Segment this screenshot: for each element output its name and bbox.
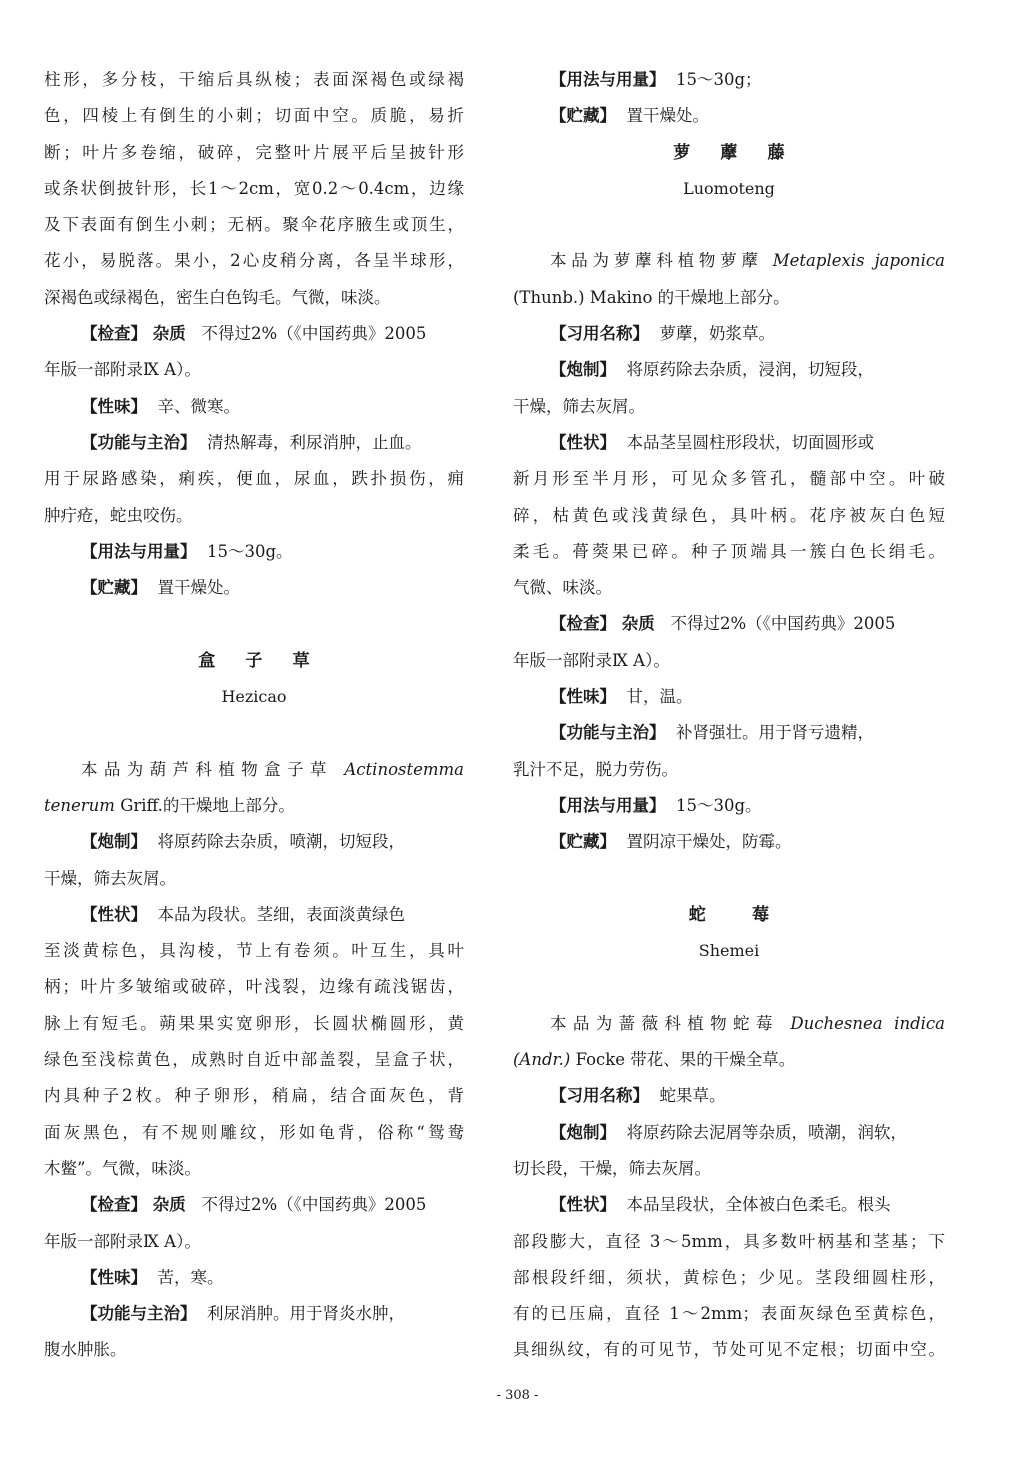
text-line: 气微、味淡。 — [513, 578, 612, 598]
section-description — [513, 425, 945, 461]
section-taste — [513, 679, 945, 715]
section-label: 【用法与用量】 — [550, 70, 666, 89]
section-check — [44, 1187, 464, 1223]
section-storage — [44, 570, 464, 606]
page-number: - 308 - — [496, 1388, 539, 1403]
section-label: 【习用名称】 — [550, 324, 649, 344]
section-label: 【炮制】 — [550, 360, 616, 380]
section-label: 【检查】 杂质 — [550, 614, 655, 634]
text-line: 部根段纤细，须状，黄棕色；少见。茎段细圆柱形， — [513, 1267, 945, 1287]
section-function — [44, 425, 464, 461]
section-label: 【性状】 — [550, 432, 616, 452]
section-text: 清热解毒，利尿消肿，止血。 — [207, 432, 422, 452]
section-dosage — [44, 534, 464, 570]
text-line: 肿疔疮，蛇虫咬伤。 — [44, 505, 193, 525]
text-line: 柄；叶片多皱缩或破碎，叶浅裂，边缘有疏浅锯齿， — [44, 977, 464, 997]
text-line: 干燥，筛去灰屑。 — [44, 868, 176, 888]
section-text: 不得过2%（《中国药典》2005 — [201, 1195, 427, 1215]
text-line: 面灰黑色，有不规则雕纹，形如龟背，俗称“鸳鸯 — [44, 1122, 464, 1142]
entry-title-shemei: 蛇 莓 — [688, 904, 770, 925]
text-line: 柱形，多分枝，干缩后具纵棱；表面深褐色或绿褐 — [44, 70, 464, 89]
section-label: 【用法与用量】 — [550, 795, 666, 815]
section-label: 【性味】 — [81, 1267, 147, 1287]
section-check — [44, 316, 464, 352]
text-line: 柔毛。蓇葖果已碎。种子顶端具一簇白色长绢毛。 — [513, 541, 945, 561]
section-taste — [44, 389, 464, 425]
left-column — [44, 62, 464, 1369]
section-text: 将原药除去杂质，喷潮，切短段， — [157, 832, 405, 852]
section-text: 置干燥处。 — [157, 578, 240, 598]
section-label: 【检查】 杂质 — [81, 1195, 186, 1215]
section-label: 【贮藏】 — [550, 106, 616, 126]
text-line: 腹水肿胀。 — [44, 1340, 127, 1360]
section-text: 蛇果草。 — [659, 1086, 726, 1106]
text-line: 干燥，筛去灰屑。 — [513, 396, 645, 416]
text-line: 本品为蔷薇科植物蛇莓 Duchesnea indica — [550, 1013, 945, 1033]
latin-name: (Andr.) — [513, 1050, 571, 1070]
latin-name: Duchesnea indica — [790, 1013, 945, 1033]
section-common-names — [513, 316, 945, 352]
section-processing — [513, 352, 945, 388]
text-line: 有的已压扁，直径 1～2mm；表面灰绿色至黄棕色， — [513, 1304, 945, 1324]
section-label: 【性味】 — [81, 396, 147, 416]
text-line: 切长段，干燥，筛去灰屑。 — [513, 1158, 711, 1178]
text-line: 新月形至半月形，可见众多管孔，髓部中空。叶破 — [513, 469, 945, 489]
section-taste — [44, 1260, 464, 1296]
text-line: 年版一部附录Ⅸ A）。 — [44, 1231, 201, 1251]
section-processing — [44, 824, 464, 860]
section-label: 【检查】 杂质 — [81, 324, 186, 344]
section-dosage — [513, 788, 945, 824]
section-label: 【贮藏】 — [550, 832, 616, 852]
entry-title-hezicao: 盒 子 草 — [198, 650, 310, 671]
latin-name: Metaplexis japonica — [772, 251, 945, 271]
section-text: 将原药除去泥屑等杂质，喷潮，润软， — [626, 1122, 907, 1142]
section-label: 【性状】 — [550, 1195, 616, 1215]
section-storage — [513, 98, 945, 134]
section-text: 本品茎呈圆柱形段状，切面圆形或 — [626, 432, 874, 452]
section-label: 【功能与主治】 — [81, 432, 197, 452]
text-line: 用于尿路感染，痢疾，便血，尿血，跌扑损伤，痈 — [44, 469, 464, 489]
section-text: 辛、微寒。 — [157, 396, 240, 416]
section-text: 萝藦，奶浆草。 — [659, 324, 775, 344]
latin-name: Actinostemma — [344, 759, 465, 779]
section-text: 置干燥处。 — [626, 106, 709, 126]
text-line: 或条状倒披针形，长1～2cm，宽0.2～0.4cm，边缘 — [44, 178, 464, 198]
section-dosage — [513, 62, 945, 98]
latin-name: tenerum — [44, 795, 115, 815]
section-text: 本品呈段状，全体被白色柔毛。根头 — [626, 1195, 891, 1215]
text-line: 碎，枯黄色或浅黄绿色，具叶柄。花序被灰白色短 — [513, 505, 945, 525]
section-text: 补肾强壮。用于肾亏遗精， — [676, 723, 874, 743]
section-text: 不得过2%（《中国药典》2005 — [670, 614, 896, 634]
text-line: 具细纵纹，有的可见节，节处可见不定根；切面中空。 — [513, 1340, 945, 1360]
entry-pinyin: Luomoteng — [683, 178, 775, 198]
entry-pinyin: Shemei — [698, 941, 760, 961]
text-line: 乳汁不足，脱力劳伤。 — [513, 759, 678, 779]
section-check — [513, 606, 945, 642]
section-label: 【习用名称】 — [550, 1086, 649, 1106]
section-label: 【贮藏】 — [81, 578, 147, 598]
section-function — [44, 1296, 464, 1332]
section-description — [44, 897, 464, 933]
text-line: 本品为葫芦科植物盒子草 Actinostemma — [81, 759, 465, 779]
section-text: 置阴凉干燥处，防霉。 — [626, 832, 792, 852]
section-description — [513, 1187, 945, 1223]
text-line: 年版一部附录Ⅸ A）。 — [44, 360, 201, 380]
entry-pinyin: Hezicao — [221, 687, 287, 707]
section-text: 苦，寒。 — [157, 1267, 224, 1287]
text-line: 及下表面有倒生小刺；无柄。聚伞花序腋生或顶生， — [44, 215, 464, 235]
section-text: 15～30g。 — [676, 795, 762, 815]
section-label: 【功能与主治】 — [550, 723, 666, 743]
section-text: 15～30g； — [676, 70, 762, 89]
section-function — [513, 715, 945, 751]
section-text: 利尿消肿。用于肾炎水肿， — [207, 1304, 405, 1324]
text-line: 花小，易脱落。果小，2心皮稍分离，各呈半球形， — [44, 251, 464, 271]
section-text: 甘，温。 — [626, 687, 693, 707]
text-line: 内具种子2枚。种子卵形，稍扁，结合面灰色，背 — [44, 1086, 464, 1106]
section-text: 15～30g。 — [207, 541, 293, 561]
text-line: 绿色至浅棕黄色，成熟时自近中部盖裂，呈盒子状， — [44, 1050, 464, 1070]
text-line: 年版一部附录Ⅸ A）。 — [513, 650, 670, 670]
text-line: (Andr.) Focke 带花、果的干燥全草。 — [513, 1050, 796, 1070]
section-label: 【炮制】 — [550, 1122, 616, 1142]
text-line: 木鳖”。气微，味淡。 — [44, 1158, 201, 1178]
text-line: 色，四棱上有倒生的小刺；切面中空。质脆，易折 — [44, 106, 464, 126]
text-line: 本品为萝藦科植物萝藦 Metaplexis japonica — [550, 251, 945, 271]
section-text: 不得过2%（《中国药典》2005 — [201, 324, 427, 344]
text-line: tenerum Griff.的干燥地上部分。 — [44, 795, 295, 815]
entry-title-luomoteng: 萝 藦 藤 — [673, 142, 785, 163]
text-line: 至淡黄棕色，具沟棱，节上有卷须。叶互生，具叶 — [44, 941, 464, 961]
section-label: 【性味】 — [550, 687, 616, 707]
section-label: 【功能与主治】 — [81, 1304, 197, 1324]
section-common-names — [513, 1078, 945, 1114]
text-line: 部段膨大，直径 3～5mm，具多数叶柄基和茎基；下 — [513, 1231, 945, 1251]
section-label: 【性状】 — [81, 904, 147, 924]
section-text: 将原药除去杂质，浸润，切短段， — [626, 360, 874, 380]
section-processing — [513, 1115, 945, 1151]
section-label: 【用法与用量】 — [81, 541, 197, 561]
right-column — [513, 62, 945, 1369]
section-text: 本品为段状。茎细，表面淡黄绿色 — [157, 904, 405, 924]
section-storage — [513, 824, 945, 860]
text-line: 脉上有短毛。蒴果果实宽卵形，长圆状椭圆形，黄 — [44, 1013, 464, 1033]
text-line: (Thunb.) Makino 的干燥地上部分。 — [513, 287, 790, 307]
text-line: 断；叶片多卷缩，破碎，完整叶片展平后呈披针形 — [44, 142, 464, 162]
text-line: 深褐色或绿褐色，密生白色钩毛。气微，味淡。 — [44, 287, 391, 307]
section-label: 【炮制】 — [81, 832, 147, 852]
